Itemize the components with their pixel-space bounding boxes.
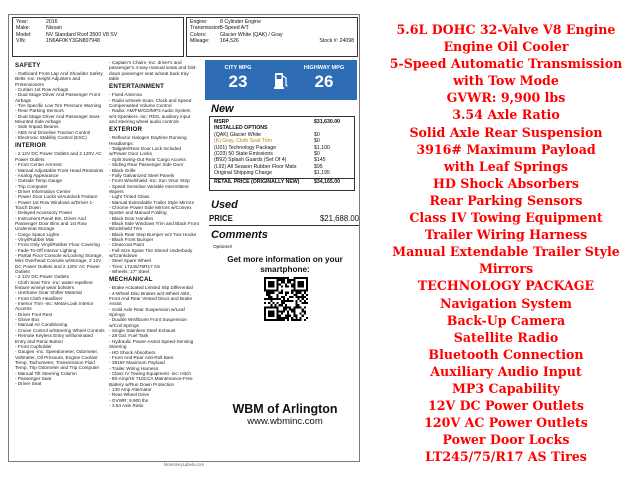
list-item: - Outside Temp Gauge [15, 178, 63, 184]
city-mpg-value: 23 [228, 72, 248, 91]
highway-mpg-label: HIGHWAY MPG [303, 65, 345, 71]
list-item: - Driver Information Center [15, 188, 71, 194]
info-value: 1N6AF0KY3GN807948 [46, 38, 100, 45]
list-item: - Speed Sensitive Variable Intermittent Wipers [109, 183, 189, 194]
retail-price-value: $34,165.00 [314, 178, 340, 185]
list-item: - Partial Floor Console w/Locking Storage, Mini Overhead Console w/Storage, 2 12V DC Power Outlets and 2 120V AC Power Outlets [15, 253, 103, 275]
highway-mpg-value: 26 [314, 72, 334, 91]
info-key: Year: [16, 19, 28, 25]
vehicle-info-left [12, 17, 184, 57]
more-info-text: Get more information on your smartphone: [227, 255, 343, 274]
section-title: SAFETY [15, 62, 41, 69]
highway-mpg [295, 60, 353, 100]
list-item: - Tailgate/Rear Door Lock Included w/Power Door Locks [109, 146, 182, 157]
features-column-2 [109, 60, 199, 460]
feature-item: Bluetooth Connection [428, 346, 584, 362]
installed-options-label: INSTALLED OPTIONS [214, 125, 268, 132]
info-key: Engine: [190, 19, 208, 25]
list-item: - Hydraulic Power-Assist Speed-Sensing Steering [109, 338, 194, 350]
list-item: - Chrome Power Side Mirrors w/Convex Spotter and Manual Folding [109, 204, 192, 216]
section-title: INTERIOR [15, 142, 47, 150]
info-key: Model: [16, 31, 32, 38]
list-item: - ABS And Driveline Traction Control [15, 129, 91, 135]
qr-code-icon[interactable] [264, 277, 308, 321]
new-heading: New [211, 103, 234, 115]
option-label: (U01) Technology Package [214, 144, 277, 151]
list-item: - Gauges -inc: Speedometer, Odometer, Voltmeter, Oil Pressure, Engine Coolant Temp, Tachometer, Transmission Fluid Temp, Trip Odometer and Trip Computer [15, 349, 100, 371]
list-item: - Driver Seat [15, 381, 42, 387]
option-label: Original Shipping Charge [214, 170, 272, 177]
list-item: - Dual Stage Driver And Passenger Front Airbags [15, 92, 101, 103]
list-item: - Brake Actuated Limited Slip Differential [109, 285, 193, 291]
list-item: - Black Grille [109, 167, 136, 173]
list-item: - 4-Wheel Disc Brakes w/4-Wheel ABS, Front And Rear Vented Discs and Brake Assist [109, 290, 193, 307]
list-item: - 130 Amp Alternator [109, 386, 152, 392]
list-item: - Instrument Panel Bin, Driver And Passenger Door Bins and 1st Row Underseat Storage [15, 215, 87, 232]
section-title: MECHANICAL [109, 276, 153, 284]
dealer-url[interactable]: www.wbminc.com [247, 416, 323, 427]
option-label: (L92) All Season Rubber Floor Mats [214, 163, 297, 170]
info-value: 8 Cylinder Engine [220, 19, 261, 25]
window-sticker [8, 14, 360, 467]
city-mpg [209, 60, 267, 100]
list-item: - Steel Spare Wheel [109, 258, 151, 264]
info-key: Make: [16, 25, 31, 32]
info-key: VIN: [16, 38, 27, 45]
feature-item: Trailer Wiring Harness [424, 227, 588, 243]
list-item: - Glove Box [15, 317, 40, 323]
comments-text: Options!! [213, 245, 233, 250]
info-value: Glacier White (QAK) / Gray [220, 31, 283, 38]
list-item: - 3916# Maximum Payload [109, 360, 165, 366]
list-item: - Black Side Windows Trim and Black Front Windshield Trim [109, 220, 199, 232]
list-item: - Electronic Stability Control (ESC) [15, 135, 87, 141]
info-value: NV Standard Roof 3500 V8 SV [46, 31, 118, 38]
list-item: - 3.54 Axle Ratio [109, 402, 144, 408]
list-item: - Manual Adjustable Front Head Restraints [15, 167, 104, 173]
list-item: - Black Rear Step Bumper w/2 Tow Hooks [109, 231, 197, 237]
option-price: $0 [314, 131, 320, 138]
list-item: - Urethane Gear Shifter Material [15, 290, 82, 296]
mpg-panel [205, 60, 357, 100]
feature-item: Power Door Locks [442, 432, 570, 448]
list-item: - GVWR: 9,900 lbs [109, 397, 149, 403]
feature-item: GVWR: 9,900 lbs [446, 90, 566, 106]
feature-list [372, 21, 640, 465]
city-mpg-label: CITY MPG [224, 65, 252, 71]
feature-item: TECHNOLOGY PACKAGE [417, 278, 595, 294]
list-item: - Power Door Locks w/Autolock Feature [15, 194, 98, 200]
info-key: Colors: [190, 31, 207, 38]
option-price: $145 [314, 157, 326, 164]
feature-item: LT245/75/R17 AS Tires [425, 449, 587, 465]
feature-item: Engine Oil Cooler [443, 39, 569, 55]
list-item: - 2 12V DC Power Outlets and 2 120V AC Power Outlets [15, 151, 102, 162]
info-value: 5-Speed A/T [220, 25, 249, 32]
option-label: (K) Gray, Cloth Seat Trim [214, 138, 272, 145]
vehicle-info-right [186, 17, 358, 57]
retail-price-row [210, 178, 354, 185]
info-key: Mileage: [190, 38, 210, 45]
list-item: - Fully Galvanized Steel Panels [109, 172, 175, 178]
list-item: - Front Cupholder [15, 343, 52, 349]
list-item: - 28 Gal. Fuel Tank [109, 333, 149, 339]
list-item: - Wheels: 17" Steel [109, 269, 149, 275]
used-heading: Used [211, 199, 238, 211]
list-item: - 2 12V DC Power Outlets [15, 274, 69, 280]
info-row [190, 38, 354, 44]
list-item: - Trailer Wiring Harness [109, 365, 159, 371]
list-item: - HD Shock Absorbers [109, 349, 156, 355]
list-item: - Black Front Bumper [109, 236, 154, 242]
list-item: - Trip Computer [15, 183, 48, 189]
used-price-row [209, 214, 359, 223]
info-value: Nissan [46, 25, 62, 32]
list-item: - Cruise Control w/Steering Wheel Controls [15, 327, 105, 333]
list-item: - Front Only Vinyl/Rubber Floor Covering [15, 242, 100, 248]
list-item: - Interior Trim -inc: Metal-Look Interior Accents [15, 301, 94, 312]
feature-item: Auxiliary Audio Input [430, 363, 582, 379]
option-label: (C03) 50 State Emissions [214, 151, 273, 158]
stock-number: Stock #: 24098 [319, 38, 354, 45]
list-item: - Tire Specific Low Tire Pressure Warning [15, 103, 102, 109]
list-item: - Rear-Wheel Drive [109, 392, 150, 398]
list-item: - Solid Axle Rear Suspension w/Leaf Springs [109, 306, 185, 318]
feature-item: Back-Up Camera [446, 312, 566, 328]
info-value: 164,526 [220, 38, 239, 45]
list-item: - Black Door Handles [109, 215, 154, 221]
list-item: - Rear Parking Sensors [15, 108, 64, 114]
list-item: - Analog Appearance [15, 172, 59, 178]
feature-item: 12V DC Power Outlets [427, 398, 585, 414]
list-item: - Front Cloth Headliner [15, 295, 63, 301]
option-price: $0 [314, 151, 320, 158]
list-item: - Vinyl/Rubber Mat [15, 236, 54, 242]
list-item: - Side Impact Beams [15, 124, 59, 130]
info-row [16, 38, 180, 44]
feature-item: Solid Axle Rear Suspension [409, 124, 603, 140]
feature-item: Manual Extendable Trailer Style [392, 244, 620, 260]
list-item: - Cargo Space Lights [15, 231, 60, 237]
list-item: - Class IV Towing Equipment -inc: Hitch [109, 370, 191, 376]
option-price: $1,195 [314, 170, 330, 177]
list-item: - Front Windshield -inc: Sun Visor Strip [109, 178, 190, 184]
feature-item: Mirrors [478, 261, 534, 277]
list-item: - Sliding Rear Passenger Side Door [109, 162, 184, 168]
list-item: - Delayed Accessory Power [15, 210, 73, 216]
info-value: 2016 [46, 19, 58, 25]
feature-item: HD Shock Absorbers [433, 175, 579, 191]
list-item: - Double Wishbone Front Suspension w/Coil Springs [109, 317, 187, 328]
list-item: - Manual Air Conditioning [15, 322, 68, 328]
feature-item: 5.6L DOHC 32-Valve V8 Engine [396, 22, 616, 37]
list-item: - Light Tinted Glass [109, 194, 150, 200]
feature-item: Class IV Towing Equipment [409, 210, 603, 226]
msrp-label: MSRP [214, 119, 229, 125]
list-item: - Dual Stage Driver And Passenger Seat-Mounted Side Airbags [15, 113, 101, 125]
list-item: - Curtain 1st Row Airbags [15, 87, 69, 93]
used-price-value: $21,688.00 [319, 214, 359, 223]
list-item: - Outboard Front Lap And Shoulder Safety Belts -inc: Height Adjusters and Pretensioners [15, 71, 103, 87]
feature-item: 3.54 Axle Ratio [452, 107, 560, 123]
list-item: - Fade-To-Off Interior Lighting [15, 247, 77, 253]
list-item: - Passenger Seat [15, 375, 52, 381]
list-item: - Manual Extendable Trailer Style Mirrors [109, 199, 194, 205]
feature-item: with Leaf Springs [443, 158, 569, 174]
footer-source: MonroneyLabels.com [163, 462, 205, 467]
list-item: - Full-Size Spare Tire Stored Underbody w/Crankdown [109, 247, 193, 258]
list-item: - Split Swing-Out Rear Cargo Access [109, 156, 186, 162]
list-item: - Driver Foot Rest [15, 311, 52, 317]
option-price: $1,100 [314, 144, 330, 151]
list-item: - 80-Amp/Hr 710CCA Maintenance-Free Battery w/Run Down Protection [109, 376, 193, 387]
fuel-pump-icon [273, 70, 289, 90]
list-item: - Radio w/Seek-Scan, Clock and Speed Compensated Volume Control [109, 97, 192, 109]
option-price: $95 [314, 163, 323, 170]
info-key: Transmission: [190, 25, 223, 32]
list-item: - Remote Keyless Entry w/Illuminated Entry and Panic Button [15, 333, 93, 344]
new-price-box [209, 116, 355, 191]
option-label: (B92) Splash Guards (Set Of 4) [214, 157, 287, 164]
list-item: - Captain's Chairs -inc: driver's and passenger's 4-way manual seats and fold-down passenger seat w/seat back tray table [109, 60, 197, 82]
list-item: - Cloth Seat Trim -inc: water-repellent feature w/vinyl wear bolsters [15, 279, 93, 291]
list-item: - Reflector Halogen Daytime Running Headlamps [109, 135, 187, 146]
list-item: - Single Stainless Steel Exhaust [109, 328, 176, 334]
list-item: - Clearcoat Paint [109, 242, 144, 248]
option-row [210, 170, 354, 176]
list-item: - Radio: AM/FM/CD/MP3 Audio System w/4-Speakers -inc: RDS, auxiliary input and steering wheel audio controls [109, 108, 191, 125]
section-title: ENTERTAINMENT [109, 83, 165, 91]
feature-item: Navigation System [440, 295, 572, 311]
feature-item: 5-Speed Automatic Transmission [389, 56, 623, 72]
feature-item: with Tow Mode [453, 73, 559, 89]
msrp-value: $31,630.00 [314, 119, 340, 125]
section-title: EXTERIOR [109, 126, 143, 134]
features-column-1 [15, 60, 105, 460]
comments-heading: Comments [211, 229, 268, 241]
list-item: - Fixed Antenna [109, 92, 142, 98]
list-item: - Power 1st Row Windows w/Driver 1-Touch Down [15, 199, 94, 210]
feature-item: 3916# Maximum Payload [416, 141, 596, 157]
option-label: (QAK) Glacier White [214, 131, 261, 138]
option-price: $0 [314, 138, 320, 145]
dealer-name: WBM of Arlington [232, 402, 338, 416]
list-item: - Front Center Armrest [15, 162, 62, 168]
feature-item: 120V AC Power Outlets [424, 415, 588, 431]
list-item: - Tires: LT245/75R17 AS [109, 263, 160, 269]
feature-item: MP3 Capability [451, 380, 560, 396]
feature-item: Satellite Radio [453, 329, 559, 345]
options-list [210, 132, 354, 177]
divider [209, 225, 359, 226]
feature-item: Rear Parking Sensors [429, 192, 583, 208]
list-item: - Front And Rear Anti-Roll Bars [109, 354, 174, 360]
used-price-label: PRICE [209, 214, 233, 223]
list-item: - Manual Tilt Steering Column [15, 370, 77, 376]
retail-price-label: RETAIL PRICE (ORIGINALLY NEW) [214, 178, 300, 185]
